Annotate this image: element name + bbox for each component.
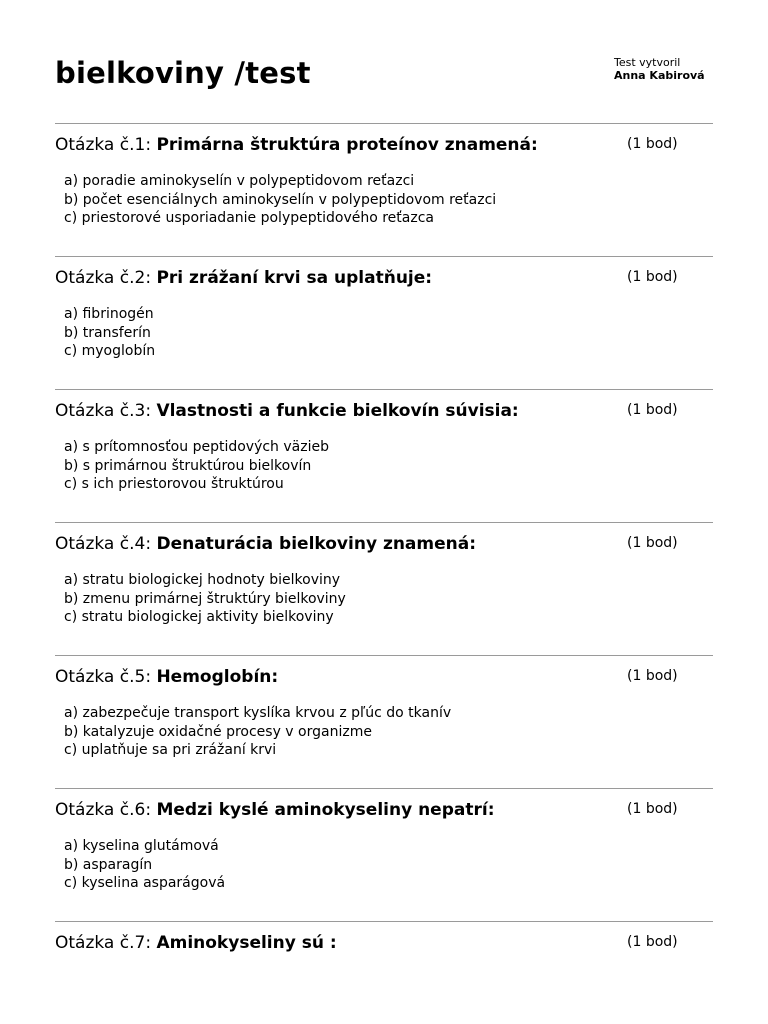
question-points: (1 bod) (627, 136, 678, 152)
answer-option-a: a) kyselina glutámová (64, 838, 219, 854)
question-7 (55, 921, 713, 1012)
question-points: (1 bod) (627, 801, 678, 817)
question-number: Otázka č.2: (55, 268, 157, 288)
question-text: Medzi kyslé aminokyseliny nepatrí: (156, 800, 495, 820)
author-name: Anna Kabirová (614, 69, 705, 82)
question-text: Denaturácia bielkoviny znamená: (156, 534, 477, 554)
question-text: Pri zrážaní krvi sa uplatňuje: (156, 268, 433, 288)
question-number: Otázka č.4: (55, 534, 157, 554)
answer-list (64, 305, 155, 361)
question-text: Aminokyseliny sú : (156, 933, 337, 953)
question-heading (55, 666, 278, 688)
question-number: Otázka č.5: (55, 667, 157, 687)
question-4 (55, 522, 713, 656)
question-heading (55, 932, 337, 954)
answer-option-c: c) uplatňuje sa pri zrážaní krvi (64, 742, 277, 758)
answer-list (64, 704, 451, 760)
page-title: bielkoviny /test (55, 56, 311, 90)
answer-option-a: a) zabezpečuje transport kyslíka krvou z pľúc do tkanív (64, 705, 452, 721)
question-number: Otázka č.3: (55, 401, 157, 421)
question-5 (55, 655, 713, 789)
question-heading (55, 134, 538, 156)
question-1 (55, 123, 713, 257)
answer-option-a: a) fibrinogén (64, 306, 154, 322)
answer-option-b: b) asparagín (64, 856, 153, 873)
question-heading (55, 400, 519, 422)
question-number: Otázka č.6: (55, 800, 157, 820)
answer-option-a: a) stratu biologickej hodnoty bielkoviny (64, 572, 341, 588)
question-number: Otázka č.1: (55, 135, 157, 155)
answer-option-c: c) stratu biologickej aktivity bielkoviny (64, 609, 334, 625)
author-block (614, 56, 705, 82)
answer-option-c: c) priestorové usporiadanie polypeptidového reťazca (64, 210, 434, 226)
answer-option-c: c) kyselina asparágová (64, 875, 226, 891)
answer-option-a: a) s prítomnosťou peptidových väzieb (64, 439, 329, 455)
question-2 (55, 256, 713, 390)
question-points: (1 bod) (627, 269, 678, 285)
answer-option-c: c) myoglobín (64, 343, 156, 359)
answer-option-b: b) katalyzuje oxidačné procesy v organizme (64, 723, 372, 740)
answer-option-b: b) počet esenciálnych aminokyselín v polypeptidovom reťazci (64, 191, 497, 208)
question-text: Hemoglobín: (156, 667, 279, 687)
answer-list (64, 837, 225, 893)
answer-option-b: b) zmenu primárnej štruktúry bielkoviny (64, 590, 346, 607)
question-heading (55, 267, 432, 289)
answer-list (64, 571, 346, 627)
question-text: Vlastnosti a funkcie bielkovín súvisia: (156, 401, 519, 421)
author-caption: Test vytvoril (614, 56, 681, 69)
question-points: (1 bod) (627, 535, 678, 551)
answer-list (64, 438, 329, 494)
question-points: (1 bod) (627, 934, 678, 950)
question-heading (55, 799, 495, 821)
question-3 (55, 389, 713, 523)
answer-option-b: b) transferín (64, 324, 151, 341)
question-6 (55, 788, 713, 922)
answer-option-a: a) poradie aminokyselín v polypeptidovom reťazci (64, 173, 415, 189)
question-points: (1 bod) (627, 668, 678, 684)
question-number: Otázka č.7: (55, 933, 157, 953)
question-heading (55, 533, 476, 555)
answer-option-c: c) s ich priestorovou štruktúrou (64, 476, 284, 492)
question-text: Primárna štruktúra proteínov znamená: (156, 135, 538, 155)
answer-option-b: b) s primárnou štruktúrou bielkovín (64, 457, 312, 474)
question-points: (1 bod) (627, 402, 678, 418)
answer-list (64, 172, 496, 228)
